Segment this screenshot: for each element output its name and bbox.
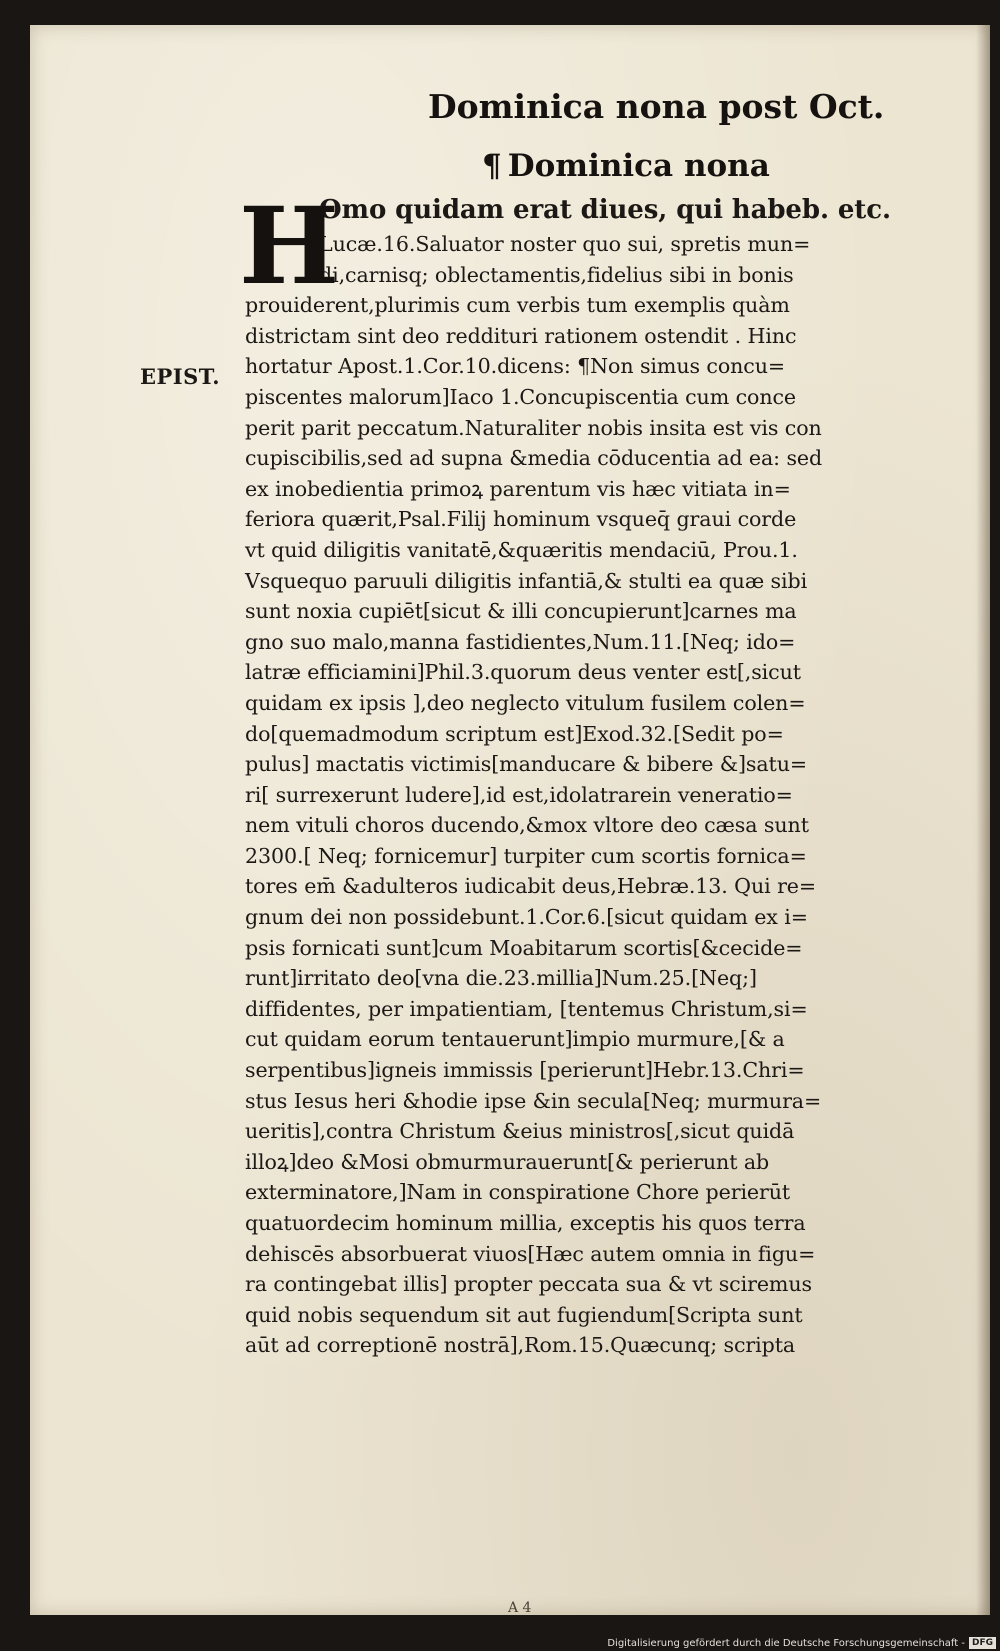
text-line: perit parit peccatum.Naturaliter nobis insita est vis con [245, 415, 822, 440]
text-line: sunt noxia cupiēt[sicut & illi concupierunt]carnes ma [245, 599, 797, 624]
text-line: stus Iesus heri &hodie ipse &in secula[Neq; murmura= [245, 1088, 822, 1113]
text-line: runt]irritato deo[vna die.23.millia]Num.25.[Neq;] [245, 966, 757, 991]
text-line: diffidentes, per impatientiam, [tentemus Christum,si= [245, 996, 808, 1021]
text-line: di,carnisq; oblectamentis,fidelius sibi in bonis [319, 262, 794, 287]
text-line: exterminatore,]Nam in conspiratione Chore perierūt [245, 1180, 791, 1205]
section-heading-text: Dominica nona [507, 148, 770, 184]
text-line: vt quid diligitis vanitatē,&quæritis mendaciū, Prou.1. [245, 537, 798, 562]
text-line: gnum dei non possidebunt.1.Cor.6.[sicut quidam ex i= [245, 905, 808, 930]
text-line: tores em̄ &adulteros iudicabit deus,Hebræ.13. Qui re= [245, 874, 817, 899]
text-line: feriora quærit,Psal.Filij hominum vsqueq̄ graui corde [245, 507, 797, 532]
text-line: do[quemadmodum scriptum est]Exod.32.[Sedit po= [245, 721, 784, 746]
text-line: psis fornicati sunt]cum Moabitarum scortis[&cecide= [245, 935, 803, 960]
text-line: latræ efficiamini]Phil.3.quorum deus venter est[,sicut [245, 660, 801, 685]
signature-mark: A 4 [508, 1600, 532, 1616]
dfg-logo-icon: DFG [969, 1637, 996, 1649]
text-line: quatuordecim hominum millia, exceptis his quos terra [245, 1211, 806, 1235]
text-line: cut quidam eorum tentauerunt]impio murmure,[& a [245, 1027, 785, 1052]
text-line: Vsquequo paruuli diligitis infantiā,& stulti ea quæ sibi [245, 568, 808, 593]
text-line: 2300.[ Neq; fornicemur] turpiter cum scortis fornica= [245, 843, 807, 868]
page-edge-shadow [976, 25, 990, 1615]
text-line: Omo quidam erat diues, qui habeb. etc. [319, 195, 891, 225]
digitization-credit [607, 1637, 996, 1649]
text-line: illoꝝ]deo &Mosi obmurmurauerunt[& perierunt ab [245, 1149, 770, 1174]
text-line: Lucæ.16.Saluator noster quo sui, spretis mun= [319, 232, 811, 256]
decorated-initial: H [239, 183, 340, 308]
text-line: gno suo malo,manna fastidientes,Num.11.[Neq; ido= [245, 629, 796, 654]
book-page [30, 25, 990, 1615]
text-line: serpentibus]igneis immissis [perierunt]Hebr.13.Chri= [245, 1058, 805, 1083]
margin-note-epist: EPIST. [140, 364, 221, 389]
text-line: ex inobedientia primoꝝ parentum vis hæc vitiata in= [245, 476, 791, 501]
text-line: piscentes malorum]Iaco 1.Concupiscentia cum conce [245, 384, 797, 409]
text-line: dehiscēs absorbuerat viuos[Hæc autem omnia in figu= [245, 1241, 816, 1266]
text-line: hortatur Apost.1.Cor.10.dicens: ¶Non simus concu= [245, 354, 786, 379]
body-text [239, 183, 965, 1361]
text-line: nem vituli choros ducendo,&mox vltore deo cæsa sunt [245, 813, 809, 838]
text-line: ri[ surrexerunt ludere],id est,idolatrarein veneratio= [245, 782, 793, 807]
text-line: ra contingebat illis] propter peccata sua & vt sciremus [245, 1272, 812, 1297]
credit-text: Digitalisierung gefördert durch die Deutsche Forschungsgemeinschaft - [607, 1637, 965, 1649]
text-line: aūt ad correptionē nostrā],Rom.15.Quæcunq; scripta [245, 1333, 796, 1358]
text-line: prouiderent,plurimis cum verbis tum exemplis quàm [245, 293, 790, 318]
pilcrow-icon: ¶ [482, 148, 502, 184]
section-heading [482, 148, 770, 184]
text-line: quid nobis sequendum sit aut fugiendum[Scripta sunt [245, 1302, 803, 1327]
text-line: ueritis],contra Christum &eius ministros[,sicut quidā [245, 1119, 795, 1144]
text-line: pulus] mactatis victimis[manducare & bibere &]satu= [245, 752, 808, 777]
text-line: districtam sint deo reddituri rationem ostendit . Hinc [245, 323, 797, 348]
text-line: cupiscibilis,sed ad supna &media cōducentia ad ea: sed [245, 446, 823, 471]
text-line: quidam ex ipsis ],deo neglecto vitulum fusilem colen= [245, 690, 806, 715]
running-head: Dominica nona post Oct. [428, 87, 885, 126]
